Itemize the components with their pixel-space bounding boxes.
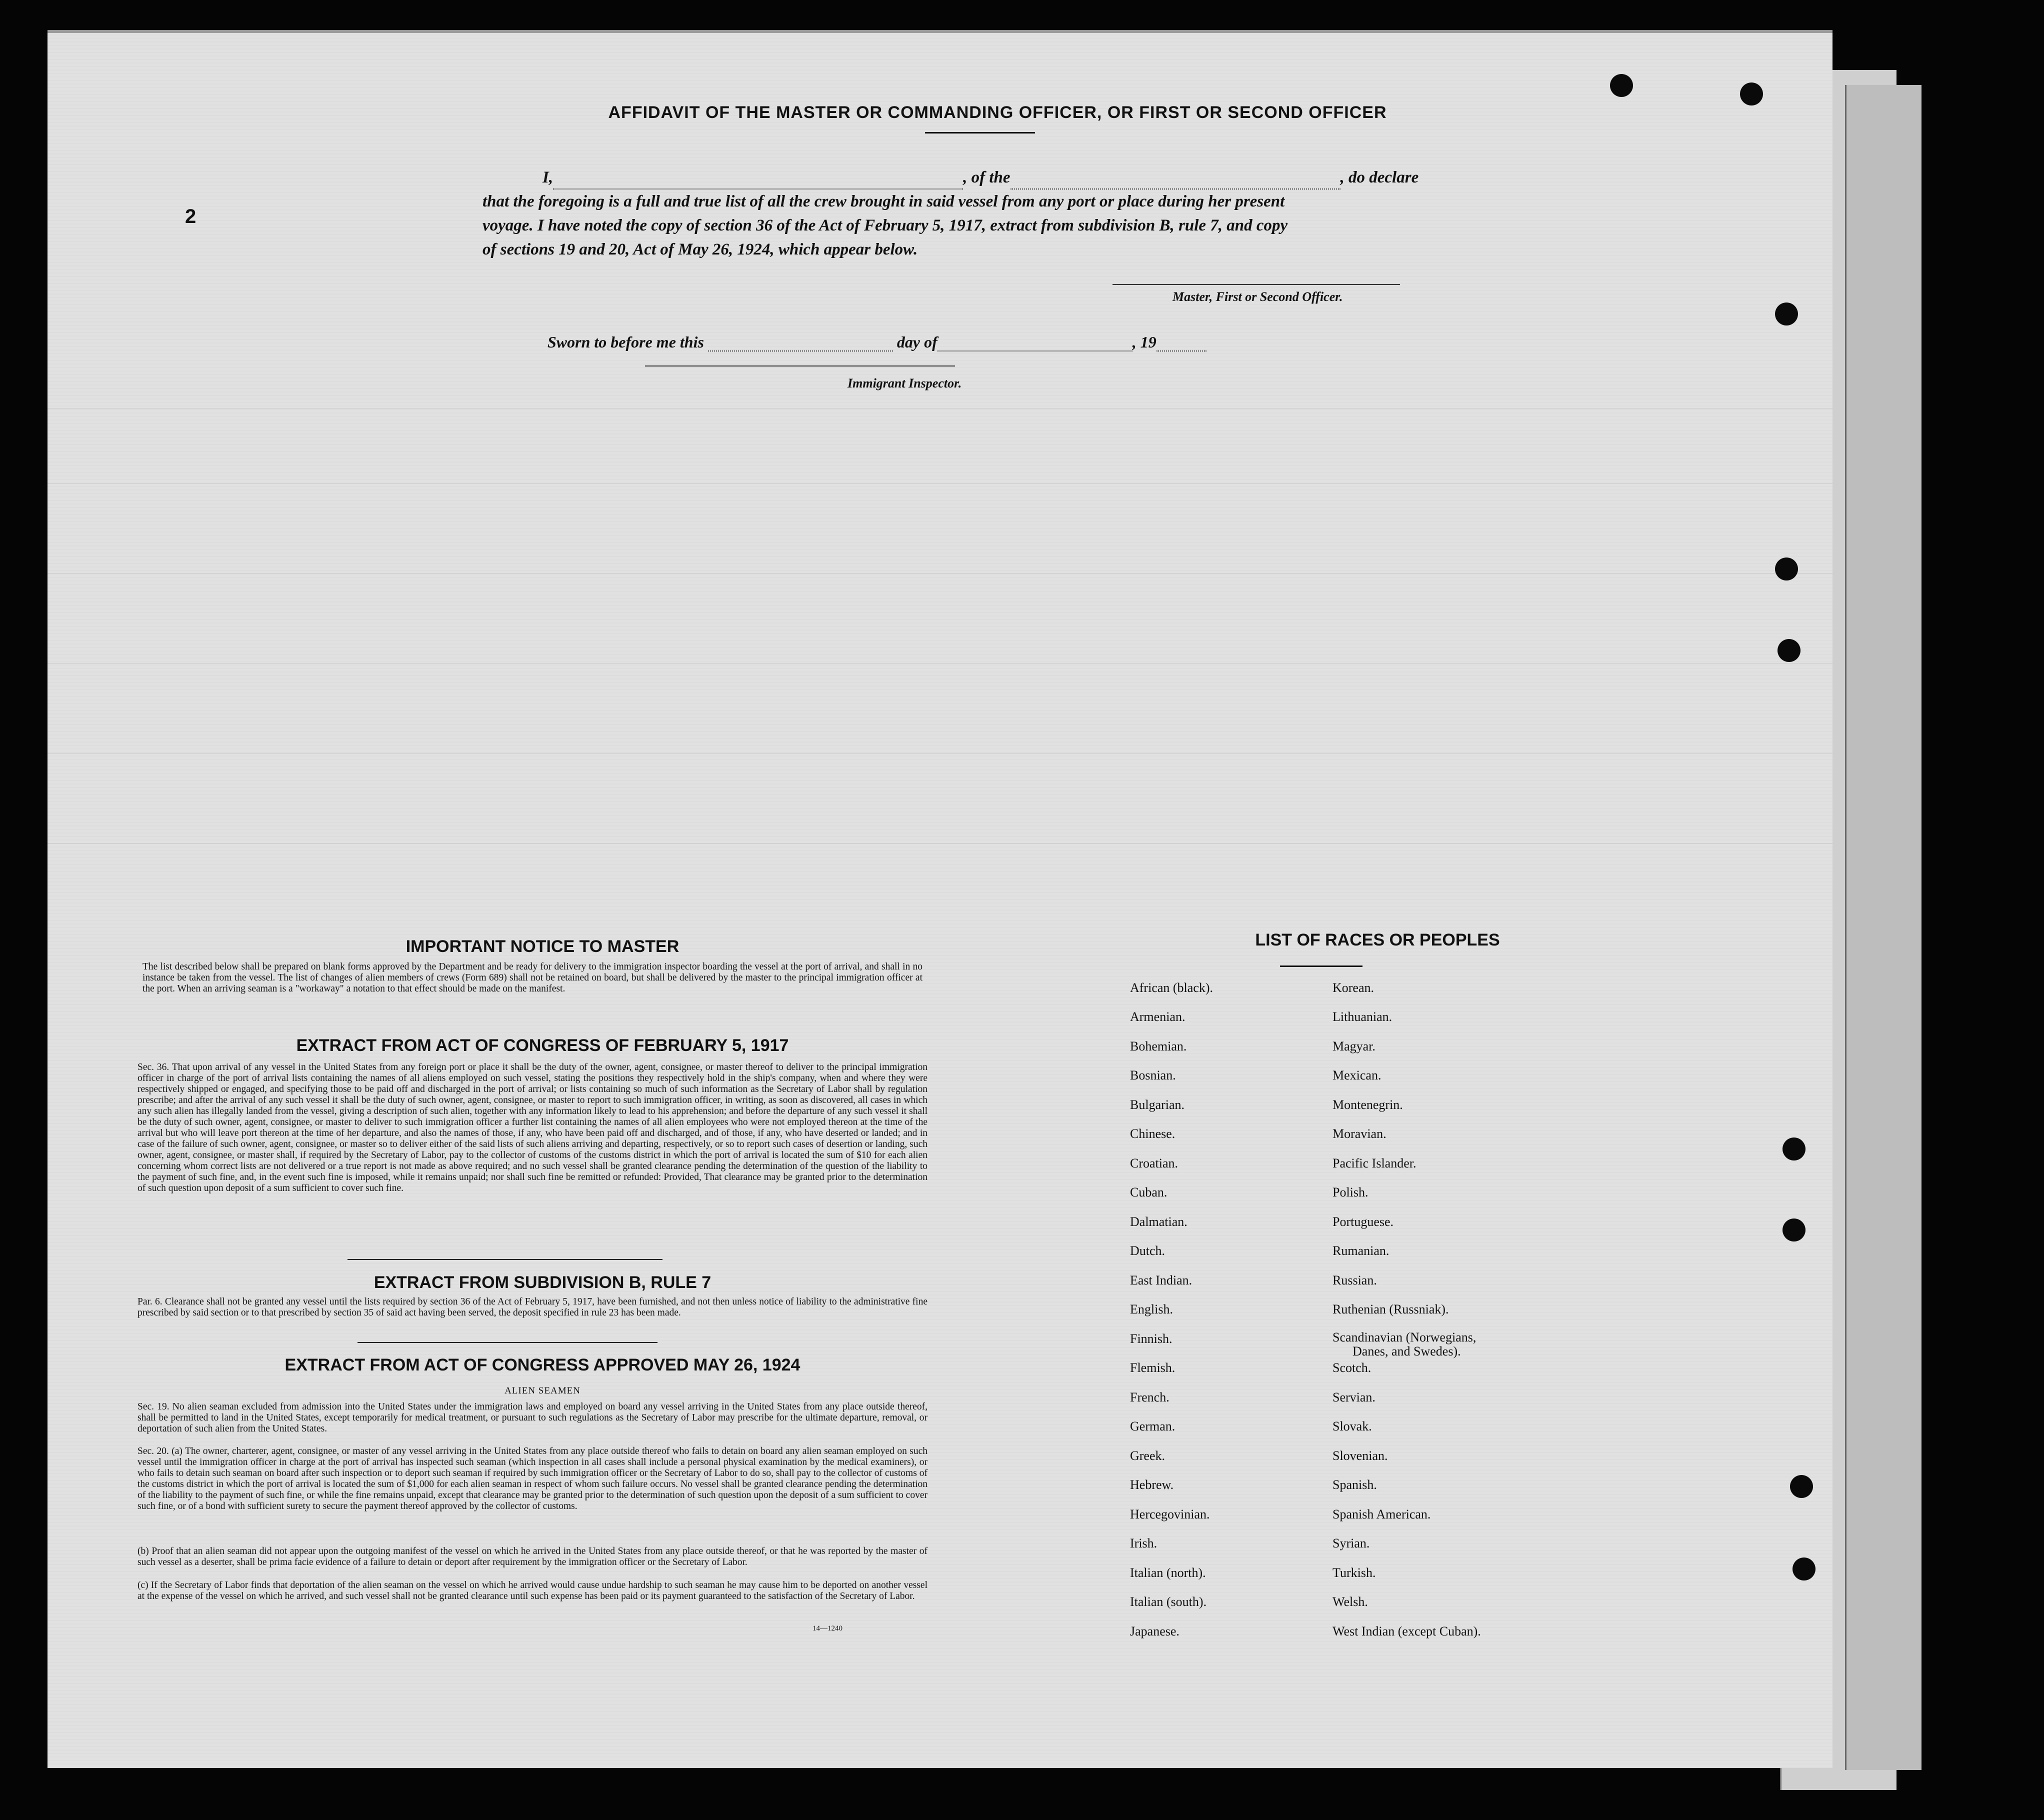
extract-1917-title: EXTRACT FROM ACT OF CONGRESS OF FEBRUARY 5, 1917 (296, 1036, 789, 1055)
punch-hole (1775, 558, 1798, 580)
race-item: Portuguese. (1332, 1214, 1394, 1229)
punch-hole (1610, 74, 1633, 97)
form-number: 14—1240 (812, 1624, 842, 1632)
race-item: Armenian. (1130, 1010, 1186, 1024)
extract-1924-sec19: Sec. 19. No alien seaman excluded from admission into the United States under the immigration laws and employed on board any vessel arriving in the United States from any place outside thereof, shall be permitted to land in the United States, except temporarily for medical treatment, or pursuant to such regulations as the Secretary of Labor may prescribe for the ultimate departure, removal, or deportation of such alien from the United States. (138, 1402, 928, 1434)
subdivision-body: Par. 6. Clearance shall not be granted any vessel until the lists required by section 36 of the Act of February 5, 1917, have been furnished, and not then unless notice of liability to the administrative fine prescribed by said section or to that prescribed by section 35 of said act having been served, the deposit specified in rule 23 has been made. (138, 1296, 928, 1318)
race-item: Bulgarian. (1130, 1098, 1185, 1112)
section-rule (348, 1259, 662, 1260)
extract-1924-sec20c: (c) If the Secretary of Labor finds that deportation of the alien seaman on the vessel on which he arrived would cause undue hardship to such seaman he may cause him to be deported on another vessel at the expense of the vessel on which he arrived, and such vessel shall not be granted clearance until such expense has been paid or its payment guaranteed to the satisfaction of the Secretary of Labor. (138, 1580, 928, 1602)
sworn-line (548, 333, 1206, 352)
race-item: Lithuanian. (1332, 1010, 1392, 1024)
race-item: Finnish. (1130, 1332, 1172, 1346)
race-item: French. (1130, 1390, 1170, 1404)
races-title: LIST OF RACES OR PEOPLES (1255, 930, 1500, 950)
back-page-edge-2 (1845, 85, 1922, 1770)
affidavit-i: I, (542, 168, 554, 186)
punch-hole (1775, 302, 1798, 326)
bleed-through-row (48, 843, 1832, 844)
sworn-day-of: day of (896, 333, 938, 351)
bleed-through-row (48, 573, 1832, 574)
race-item: Scandinavian (Norwegians, (1332, 1330, 1476, 1344)
bleed-through-row (48, 663, 1832, 664)
race-item-continued: Danes, and Swedes). (1352, 1344, 1461, 1358)
bleed-through-row (48, 408, 1832, 409)
subdivision-title: EXTRACT FROM SUBDIVISION B, RULE 7 (374, 1273, 712, 1292)
affidavit-line-1 (482, 166, 1492, 190)
race-item: West Indian (except Cuban). (1332, 1624, 1481, 1638)
sworn-year: , 19 (1132, 333, 1156, 351)
punch-hole (1790, 1475, 1813, 1498)
sworn-day-blank (708, 336, 893, 352)
vessel-blank (1010, 174, 1340, 190)
race-item: Welsh. (1332, 1594, 1368, 1609)
race-item: Spanish American. (1332, 1507, 1431, 1522)
race-item: Scotch. (1332, 1360, 1372, 1375)
notice-body: The list described below shall be prepared on blank forms approved by the Department and be ready for delivery to the immigration inspector boarding the vessel at the port of arrival, and shall in no instance be taken from the vessel. The list of changes of alien members of crews (Form 689) shall not be retained on board, but shall be delivered by the master to the principal immigration officer at the port. When an arriving seaman is a "workaway" a notation to that effect should be made on the manifest. (142, 962, 922, 994)
race-item: Dutch. (1130, 1244, 1166, 1258)
affidavit-body (482, 166, 1492, 262)
race-item: Spanish. (1332, 1478, 1377, 1492)
extract-1924-title: EXTRACT FROM ACT OF CONGRESS APPROVED MAY 26, 1924 (284, 1356, 800, 1374)
race-item: Ruthenian (Russniak). (1332, 1302, 1449, 1316)
race-item: Italian (north). (1130, 1566, 1206, 1580)
affidavit-line-2: that the foregoing is a full and true list of all the crew brought in said vessel from any port or place during her present (482, 192, 1285, 210)
affidavit-do-declare: , do declare (1340, 168, 1419, 186)
race-item: Flemish. (1130, 1360, 1176, 1375)
race-item: Bohemian. (1130, 1039, 1187, 1054)
affidavit-line-4: of sections 19 and 20, Act of May 26, 1924, which appear below. (482, 240, 918, 258)
race-item: Greek. (1130, 1448, 1166, 1463)
race-item: Chinese. (1130, 1126, 1176, 1141)
race-item: Syrian. (1332, 1536, 1370, 1550)
extract-1924-sec20b: (b) Proof that an alien seaman did not appear upon the outgoing manifest of the vessel on which he arrived in the United States from any place outside thereof, or that he was reported by the master of such vessel as a deserter, shall be prima facie evidence of a failure to detain or deport after requirement by the immigration officer or the Secretary of Labor. (138, 1546, 928, 1568)
name-blank (553, 174, 963, 190)
race-item: English. (1130, 1302, 1173, 1316)
sworn-month-blank (938, 336, 1132, 352)
race-item: Irish. (1130, 1536, 1158, 1550)
race-item: Korean. (1332, 980, 1374, 995)
affidavit-of-the: , of the (963, 168, 1010, 186)
title-rule (925, 132, 1035, 134)
race-item: Moravian. (1332, 1126, 1386, 1141)
affidavit-title: AFFIDAVIT OF THE MASTER OR COMMANDING OFFICER, OR FIRST OR SECOND OFFICER (608, 103, 1387, 122)
race-item: East Indian. (1130, 1273, 1192, 1288)
race-item: German. (1130, 1419, 1176, 1434)
race-item: Croatian. (1130, 1156, 1178, 1170)
race-item: Montenegrin. (1332, 1098, 1403, 1112)
race-item: Dalmatian. (1130, 1214, 1188, 1229)
bleed-through-row (48, 753, 1832, 754)
race-item: Japanese. (1130, 1624, 1180, 1638)
race-item: Rumanian. (1332, 1244, 1390, 1258)
race-item: Turkish. (1332, 1566, 1376, 1580)
section-rule (358, 1342, 658, 1343)
race-item: Magyar. (1332, 1039, 1376, 1054)
race-item: Mexican. (1332, 1068, 1382, 1082)
bleed-through-row (48, 483, 1832, 484)
race-item: Bosnian. (1130, 1068, 1176, 1082)
punch-hole (1778, 639, 1800, 662)
margin-mark: 2 (185, 206, 196, 228)
notice-title: IMPORTANT NOTICE TO MASTER (406, 937, 680, 956)
races-title-rule (1280, 966, 1362, 967)
extract-1924-subtitle: ALIEN SEAMEN (504, 1386, 580, 1396)
signature-line (1112, 284, 1400, 285)
inspector-label: Immigrant Inspector. (848, 376, 962, 390)
race-item: African (black). (1130, 980, 1214, 995)
race-item: Hercegovinian. (1130, 1507, 1210, 1522)
signature-label: Master, First or Second Officer. (1172, 290, 1343, 304)
extract-1924-sec20a: Sec. 20. (a) The owner, charterer, agent, consignee, or master of any vessel arriving in the United States from any place outside thereof who fails to detain on board any alien seaman employed on such vessel until the immigration officer in charge at the port of arrival has inspected such seaman (which inspection in all cases shall include a personal physical examination by the medical examiners), or who fails to detain such seaman on board after such inspection or to deport such seaman if required by such immigration officer or the Secretary of Labor to do so, shall pay to the collector of customs of the customs district in which the port of arrival is located the sum of $1,000 for each alien seaman in respect of whom such failure occurs. No vessel shall be granted clearance pending the determination of the liability to the payment of such fine, or while the fine remains unpaid, except that clearance may be granted prior to the determination of such question upon the deposit of a sum sufficient to cover such fine, or of a bond with sufficient surety to secure the payment thereof approved by the collector of customs. (138, 1446, 928, 1512)
punch-hole (1792, 1558, 1816, 1580)
affidavit-line-3: voyage. I have noted the copy of section 36 of the Act of February 5, 1917, extract from subdivision B, rule 7, and copy (482, 216, 1288, 234)
race-item: Pacific Islander. (1332, 1156, 1416, 1170)
race-item: Hebrew. (1130, 1478, 1174, 1492)
race-item: Slovak. (1332, 1419, 1372, 1434)
race-item: Cuban. (1130, 1185, 1168, 1200)
race-item: Slovenian. (1332, 1448, 1388, 1463)
sworn-prefix: Sworn to before me this (548, 333, 704, 351)
punch-hole (1782, 1218, 1806, 1242)
document-page (48, 30, 1832, 1768)
extract-1917-body: Sec. 36. That upon arrival of any vessel in the United States from any foreign port or place it shall be the duty of the owner, agent, consignee, or master thereof to deliver to the principal immigration officer in charge of the port of arrival lists containing the names of all aliens employed on such vessel, stating the positions they respectively hold in the ship's company, when and where they were respectively shipped or engaged, and specifying those to be paid off and discharged in the port of arrival; or lists containing so much of such information as the Secretary of Labor shall by regulation prescribe; and after the arrival of any such vessel it shall be the duty of such owner, agent, consignee, or master to report to such immigration officer, in writing, as soon as discovered, all cases in which any such alien has illegally landed from the vessel, giving a description of such alien, together with any information likely to lead to his apprehension; and before the departure of any such vessel it shall be the duty of such owner, agent, consignee, or master to deliver to such immigration officer a further list containing the names of all alien employees who were not employed thereon at the time of the arrival but who will leave port thereon at the time of her departure, and also the names of those, if any, who have been paid off and discharged, and of those, if any, who have deserted or landed; and in case of the failure of such owner, agent, consignee, or master so to deliver either of the said lists of such aliens arriving and departing, respectively, or so to report such cases of desertion or landing, such owner, agent, consignee, or master shall, if required by the Secretary of Labor, pay to the collector of customs of the customs district in which the port of arrival is located the sum of $10 for each alien concerning whom correct lists are not delivered or a true report is not made as above required; and no such vessel shall be granted clearance pending the determination of the question of the liability to the payment of such fine, and, in the event such fine is imposed, while it remains unpaid; nor shall such fine be remitted or refunded: Provided, That clearance may be granted prior to the determination of such question upon deposit of a sum sufficient to cover such fine. (138, 1062, 928, 1194)
race-item: Russian. (1332, 1273, 1377, 1288)
race-item: Polish. (1332, 1185, 1368, 1200)
punch-hole (1740, 82, 1763, 106)
race-item: Servian. (1332, 1390, 1376, 1404)
punch-hole (1782, 1138, 1806, 1160)
sworn-year-blank (1156, 336, 1206, 352)
race-item: Italian (south). (1130, 1594, 1207, 1609)
